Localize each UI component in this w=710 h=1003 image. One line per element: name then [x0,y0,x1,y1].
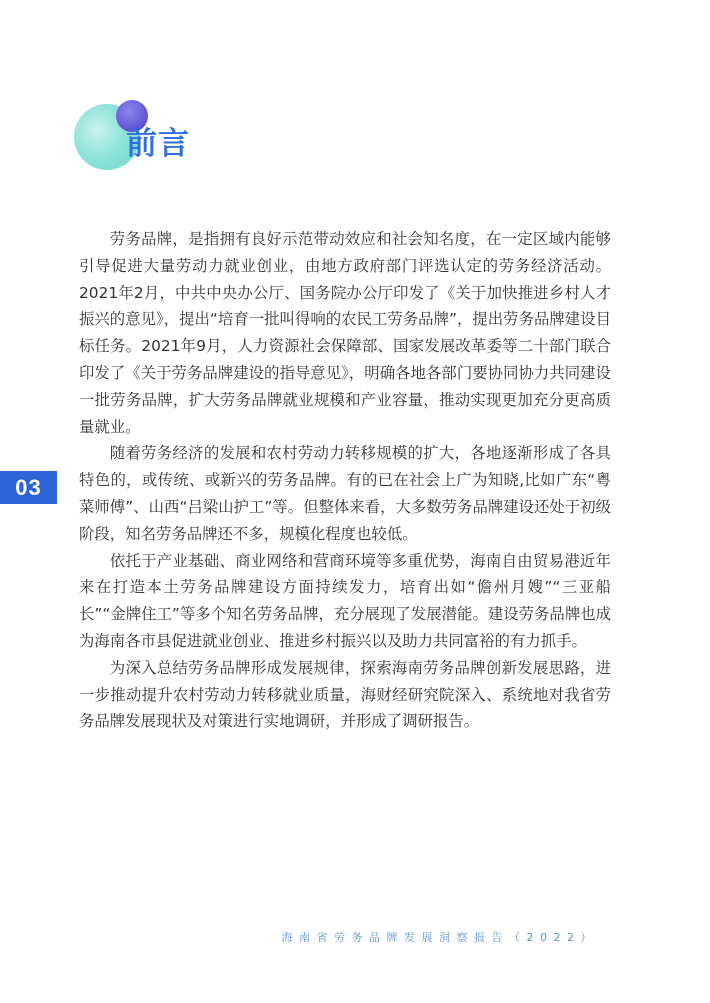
page-number-tab: 03 [0,471,57,504]
paragraph: 劳务品牌，是指拥有良好示范带动效应和社会知名度，在一定区域内能够引导促进大量劳动力就业创业，由地方政府部门评选认定的劳务经济活动。2021年2月，中共中央办公厅、国务院办公厅印发了《关于加快推进乡村人才振兴的意见》，提出“培育一批叫得响的农民工劳务品牌”，提出劳务品牌建设目标任务。2021年9月，人力资源社会保障部、国家发展改革委等二十部门联合印发了《关于劳务品牌建设的指导意见》，明确各地各部门要协同协力共同建设一批劳务品牌，扩大劳务品牌就业规模和产业容量，推动实现更加充分更高质量就业。 [79,230,611,436]
paragraph: 随着劳务经济的发展和农村劳动力转移规模的扩大，各地逐渐形成了各具特色的，或传统、或新兴的劳务品牌。有的已在社会上广为知晓,比如广东“粤菜师傅”、山西“吕梁山护工”等。但整体来看，大多数劳务品牌建设还处于初级阶段，知名劳务品牌还不多，规模化程度也较低。 [79,444,611,543]
body-text [79,226,611,735]
section-title: 前言 [126,126,190,162]
footer-report-title: 海南省劳务品牌发展洞察报告（2022） [281,931,598,944]
paragraph: 依托于产业基础、商业网络和营商环境等多重优势，海南自由贸易港近年来在打造本土劳务品牌建设方面持续发力，培育出如“儋州月嫂”“三亚船长”“金牌住工”等多个知名劳务品牌，充分展现了发展潜能。建设劳务品牌也成为海南各市县促进就业创业、推进乡村振兴以及助力共同富裕的有力抓手。 [79,551,611,650]
paragraph: 为深入总结劳务品牌形成发展规律，探索海南劳务品牌创新发展思路，进一步推动提升农村劳动力转移就业质量，海财经研究院深入、系统地对我省劳务品牌发展现状及对策进行实地调研，并形成了调研报告。 [79,658,611,731]
